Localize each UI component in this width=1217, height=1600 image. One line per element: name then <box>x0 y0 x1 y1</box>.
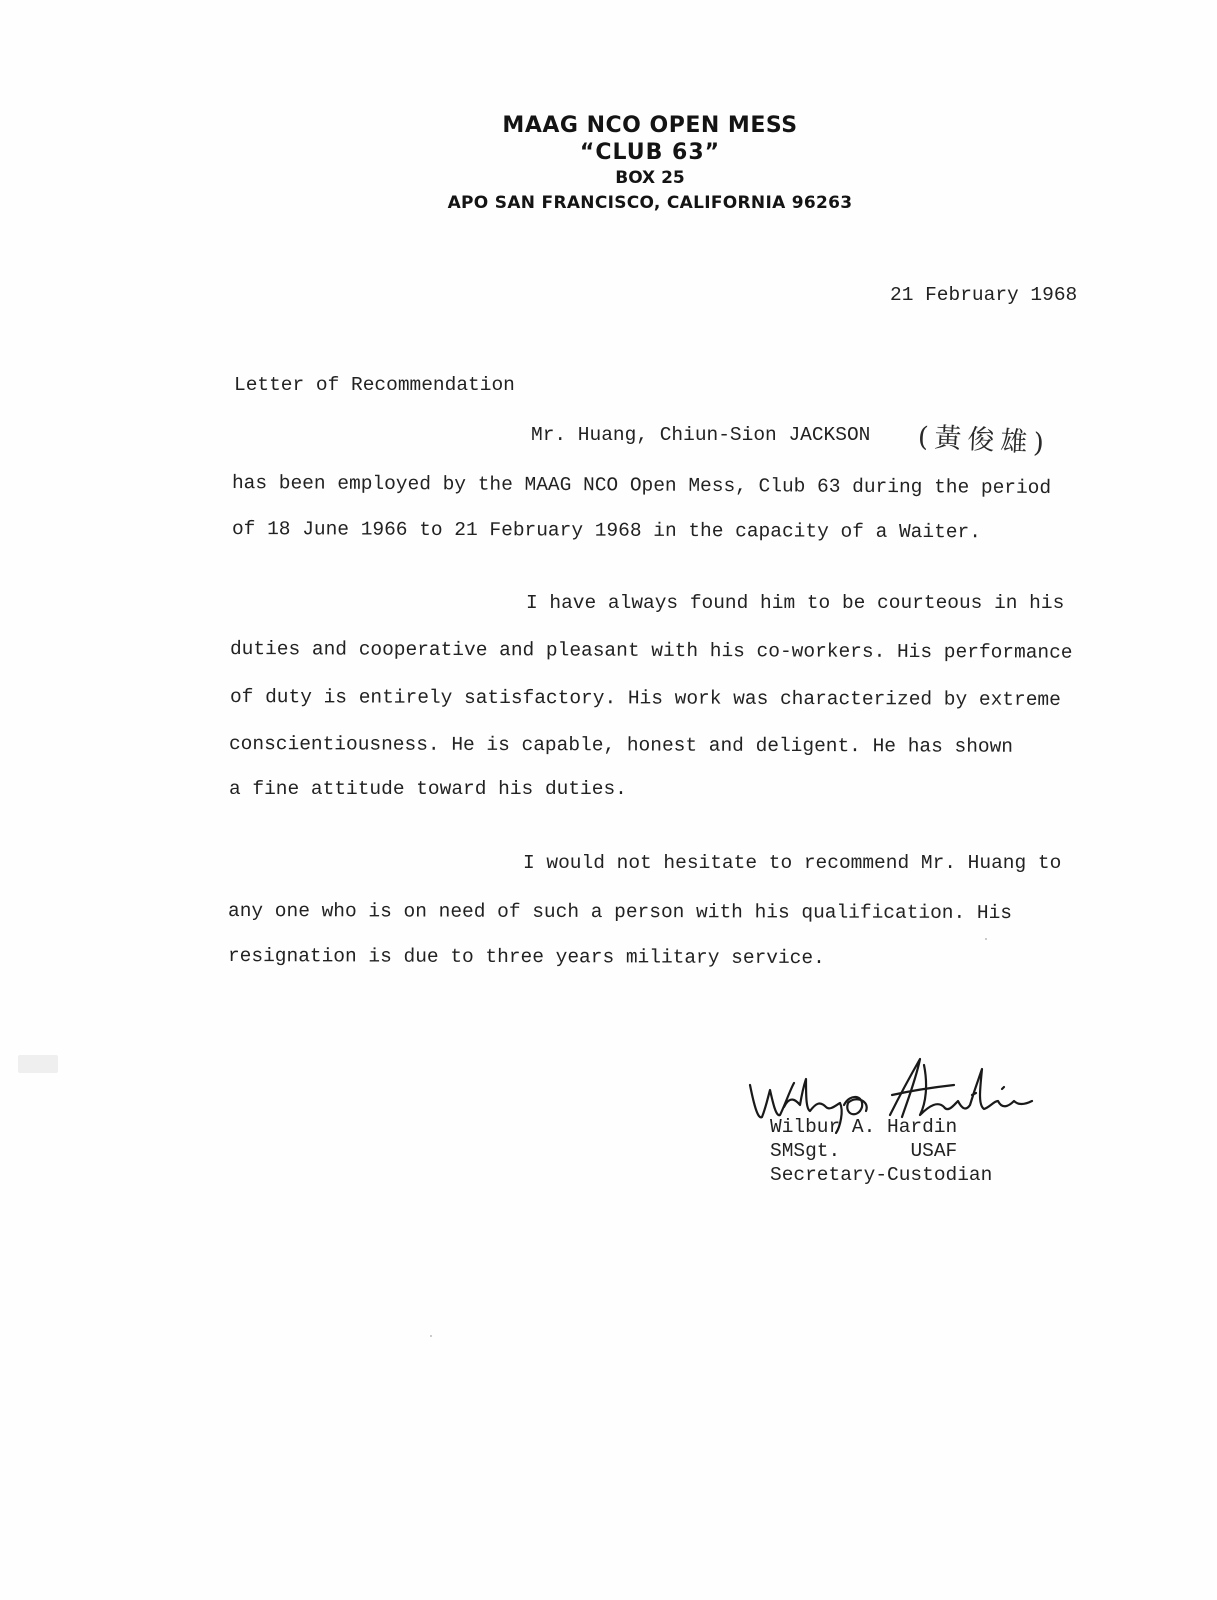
letterhead-address: APO SAN FRANCISCO, CALIFORNIA 96263 <box>447 193 853 213</box>
signer-rank: SMSgt. <box>770 1140 841 1162</box>
paragraph3-line-3: resignation is due to three years military service. <box>227 945 825 970</box>
paragraph2-line-2: duties and cooperative and pleasant with his co-workers. His performance <box>229 638 1073 664</box>
paper-speck <box>985 938 987 940</box>
signer-title: Secretary-Custodian <box>770 1164 993 1186</box>
paragraph2-line-5: a fine attitude toward his duties. <box>229 778 627 800</box>
paragraph2-line-1: I have always found him to be courteous in his <box>526 592 1065 614</box>
paper-speck <box>430 1335 432 1337</box>
letterhead-club: “CLUB 63” <box>579 140 721 165</box>
paragraph2-line-4: conscientiousness. He is capable, honest and deligent. He has shown <box>228 733 1014 758</box>
intro-line-3: of 18 June 1966 to 21 February 1968 in the capacity of a Waiter. <box>231 518 981 544</box>
paragraph3-line-2: any one who is on need of such a person with his qualification. His <box>227 900 1013 925</box>
letterhead <box>330 112 970 216</box>
handwritten-chinese-name: (黃俊雄) <box>917 421 1051 460</box>
intro-line-2: has been employed by the MAAG NCO Open Mess, Club 63 during the period <box>231 472 1052 500</box>
paper-smudge <box>18 1055 58 1073</box>
signer-service: USAF <box>910 1140 958 1162</box>
signer-rank-service <box>770 1140 957 1162</box>
letterhead-box: BOX 25 <box>615 168 685 188</box>
letterhead-organization: MAAG NCO OPEN MESS <box>502 113 798 138</box>
letter-subject: Letter of Recommendation <box>234 374 515 396</box>
intro-line-1: Mr. Huang, Chiun-Sion JACKSON <box>531 424 871 446</box>
letter-date: 21 February 1968 <box>890 284 1078 306</box>
signer-name: Wilbur A. Hardin <box>770 1116 958 1138</box>
paragraph3-line-1: I would not hesitate to recommend Mr. Huang to <box>523 852 1062 874</box>
paragraph2-line-3: of duty is entirely satisfactory. His work was characterized by extreme <box>229 686 1061 711</box>
